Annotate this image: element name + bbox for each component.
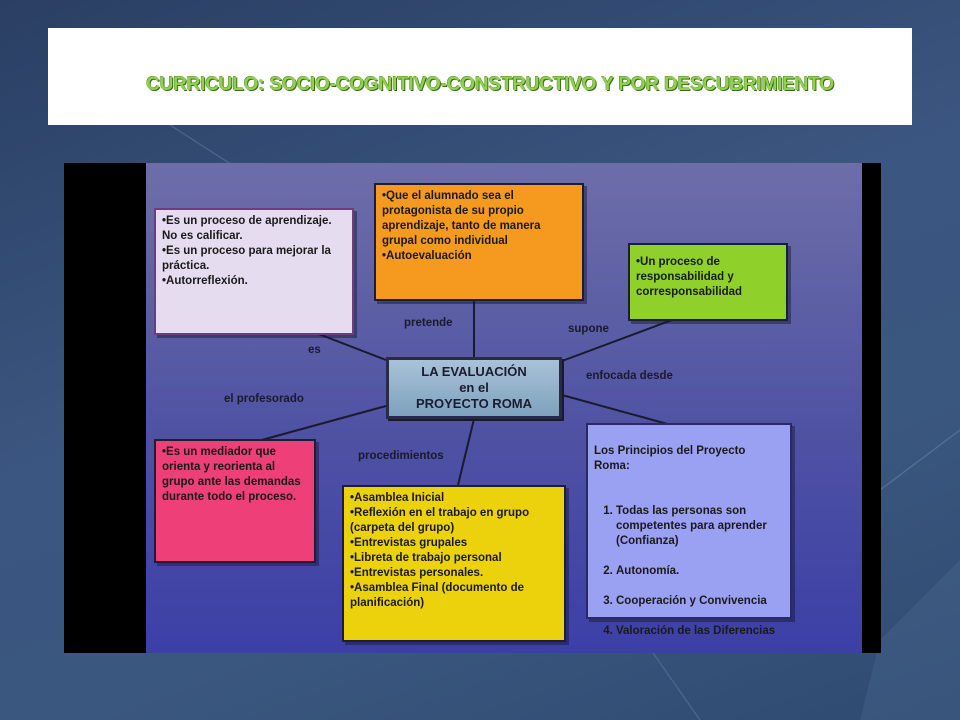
principle-item: 3. Cooperación y Convivencia	[616, 594, 784, 609]
center-line-1: LA EVALUACIÓN	[421, 364, 527, 379]
principles-list	[594, 489, 784, 653]
title-box	[48, 28, 912, 125]
principle-item: 1. Todas las personas son competentes para aprender (Confianza)	[616, 504, 784, 549]
box-procedimientos: •Asamblea Inicial •Reflexión en el trabajo en grupo (carpeta del grupo) •Entrevistas grupales •Libreta de trabajo personal •Entrevistas personales. •Asamblea Final (documento de planificación)	[342, 485, 566, 642]
box-principles	[586, 423, 792, 637]
center-line-2: en el	[459, 380, 489, 395]
box-es: •Es un proceso de aprendizaje. No es calificar. •Es un proceso para mejorar la práctica. •Autorreflexión.	[154, 208, 354, 335]
center-line-3: PROYECTO ROMA	[415, 396, 533, 411]
label-procedimientos: procedimientos	[358, 450, 444, 462]
box-profesorado: •Es un mediador que orienta y reorienta al grupo ante las demandas durante todo el proceso.	[154, 439, 316, 563]
diagram-image-frame	[64, 163, 881, 653]
box-pretende: •Que el alumnado sea el protagonista de su propio aprendizaje, tanto de manera grupal como individual •Autoevaluación	[374, 183, 584, 301]
label-supone: supone	[568, 323, 609, 335]
label-profesorado: el profesorado	[224, 393, 304, 405]
label-es: es	[308, 344, 321, 356]
principle-item: 4. Valoración de las Diferencias	[616, 624, 784, 639]
label-pretende: pretende	[404, 317, 453, 329]
principle-item: 2. Autonomía.	[616, 564, 784, 579]
principles-heading: Los Principios del Proyecto Roma:	[594, 445, 746, 472]
concept-map	[146, 163, 862, 653]
label-enfocada: enfocada desde	[586, 370, 673, 382]
box-supone: •Un proceso de responsabilidad y corresponsabilidad	[628, 243, 788, 321]
center-node	[386, 357, 562, 419]
slide-title: CURRICULO: SOCIO-COGNITIVO-CONSTRUCTIVO Y POR DESCUBRIMIENTO	[146, 74, 834, 95]
